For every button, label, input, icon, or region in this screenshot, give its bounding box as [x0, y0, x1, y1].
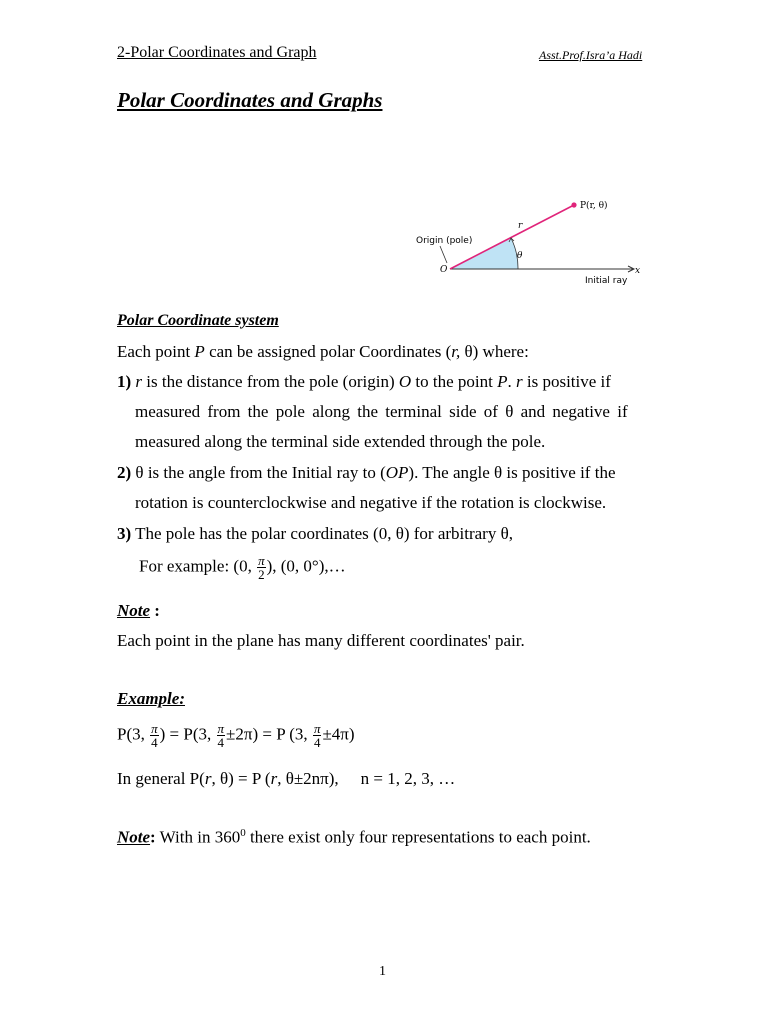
- header-title: 2-Polar Coordinates and Graph: [117, 44, 317, 61]
- intro-pre: Each point: [117, 342, 195, 361]
- example-equation: [117, 722, 355, 749]
- x-axis-label: x: [635, 266, 641, 276]
- note-1-label: Note: [117, 601, 151, 620]
- item-3-line-1: [117, 524, 513, 544]
- item-1-r2: r: [516, 372, 523, 391]
- eq-f3-den: 4: [313, 735, 321, 750]
- item-1-t4: is positive if: [522, 372, 611, 391]
- point-p-label: P(r, θ): [580, 201, 608, 211]
- eq-fraction-1: [150, 722, 159, 749]
- eq-f2-num: π: [217, 721, 225, 736]
- item-1-t3: .: [507, 372, 516, 391]
- eq-c: ±2π) = P (3,: [226, 724, 312, 744]
- general-r2: r: [270, 769, 278, 788]
- item-1-line-2: measured from the pole along the terminal side of θ and negative if: [135, 402, 628, 421]
- item-2-line-1: [117, 463, 616, 483]
- general-t1: In general P(: [117, 769, 205, 788]
- item-1-line-1: [117, 372, 611, 392]
- origin-pointer: [440, 246, 447, 263]
- item-2-number: 2): [117, 463, 132, 482]
- eq-f2-den: 4: [217, 735, 225, 750]
- intro-post: θ) where:: [460, 342, 529, 361]
- note-1-heading: [117, 601, 160, 621]
- note-1-text: Each point in the plane has many different coordinates' pair.: [117, 631, 525, 650]
- item-1-t2: to the point: [411, 372, 498, 391]
- item-1-number: 1): [117, 372, 132, 391]
- header-author: Asst.Prof.Isra’a Hadi: [539, 48, 643, 62]
- note-2-text-2: there exist only four representations to each point.: [245, 827, 591, 847]
- intro-mid: can be assigned polar Coordinates (: [204, 342, 452, 361]
- o-label: O: [440, 265, 448, 275]
- eq-f1-num: π: [151, 721, 158, 736]
- item-3-example: [139, 554, 346, 581]
- initial-ray-label: Initial ray: [585, 276, 628, 286]
- item-1-line-3: measured along the terminal side extended through the pole.: [135, 432, 546, 451]
- item-1-o: O: [398, 372, 412, 391]
- note-2-superscript: 0: [240, 827, 246, 839]
- item-2-t2: ). The angle θ is positive if the: [408, 463, 616, 482]
- item-2-op: OP: [385, 463, 409, 482]
- example-post: ), (0, 0°),…: [266, 556, 346, 576]
- item-1-p: P: [497, 372, 508, 391]
- polar-diagram: [410, 192, 650, 292]
- intro-line: [117, 342, 529, 362]
- eq-d: ±4π): [322, 724, 355, 744]
- example-pre: For example: (0,: [139, 556, 257, 576]
- item-1-r1: r: [135, 372, 143, 391]
- section-heading: Polar Coordinate system: [117, 312, 279, 329]
- item-1-t1: is the distance from the pole (origin): [142, 372, 399, 391]
- example-heading: Example:: [117, 689, 185, 708]
- general-r1: r: [204, 769, 212, 788]
- intro-r: r,: [451, 342, 461, 361]
- item-3-number: 3): [117, 524, 132, 543]
- note-2: [117, 827, 591, 848]
- theta-label: θ: [517, 251, 523, 261]
- general-formula: [117, 769, 455, 789]
- general-n: n = 1, 2, 3, …: [360, 769, 456, 788]
- point-p-dot: [571, 202, 576, 207]
- note-2-colon: :: [150, 827, 156, 847]
- eq-a: P(3,: [117, 724, 150, 744]
- eq-b: ) = P(3,: [159, 724, 216, 744]
- eq-f1-den: 4: [151, 735, 158, 750]
- fraction-pi-over-2: [257, 554, 266, 581]
- origin-label: Origin (pole): [416, 236, 473, 246]
- eq-f3-num: π: [313, 721, 321, 736]
- fraction-den: 2: [258, 567, 265, 582]
- note-1-colon: :: [150, 601, 160, 620]
- eq-fraction-2: [217, 722, 226, 749]
- item-3-text: The pole has the polar coordinates (0, θ) for arbitrary θ,: [131, 524, 513, 543]
- page-number: 1: [379, 964, 386, 979]
- general-t2: , θ) = P (: [211, 769, 271, 788]
- item-2-t1: θ is the angle from the Initial ray to (: [131, 463, 386, 482]
- item-2-line-2: rotation is counterclockwise and negative if the rotation is clockwise.: [135, 493, 607, 512]
- r-label: r: [518, 221, 523, 231]
- eq-fraction-3: [313, 722, 322, 749]
- fraction-num: π: [258, 553, 265, 568]
- general-t3: , θ±2nπ),: [277, 769, 339, 788]
- page-title: Polar Coordinates and Graphs: [117, 88, 383, 112]
- note-2-label: Note: [117, 827, 151, 847]
- intro-p: P: [194, 342, 205, 361]
- note-2-text-1: With in 360: [155, 827, 241, 847]
